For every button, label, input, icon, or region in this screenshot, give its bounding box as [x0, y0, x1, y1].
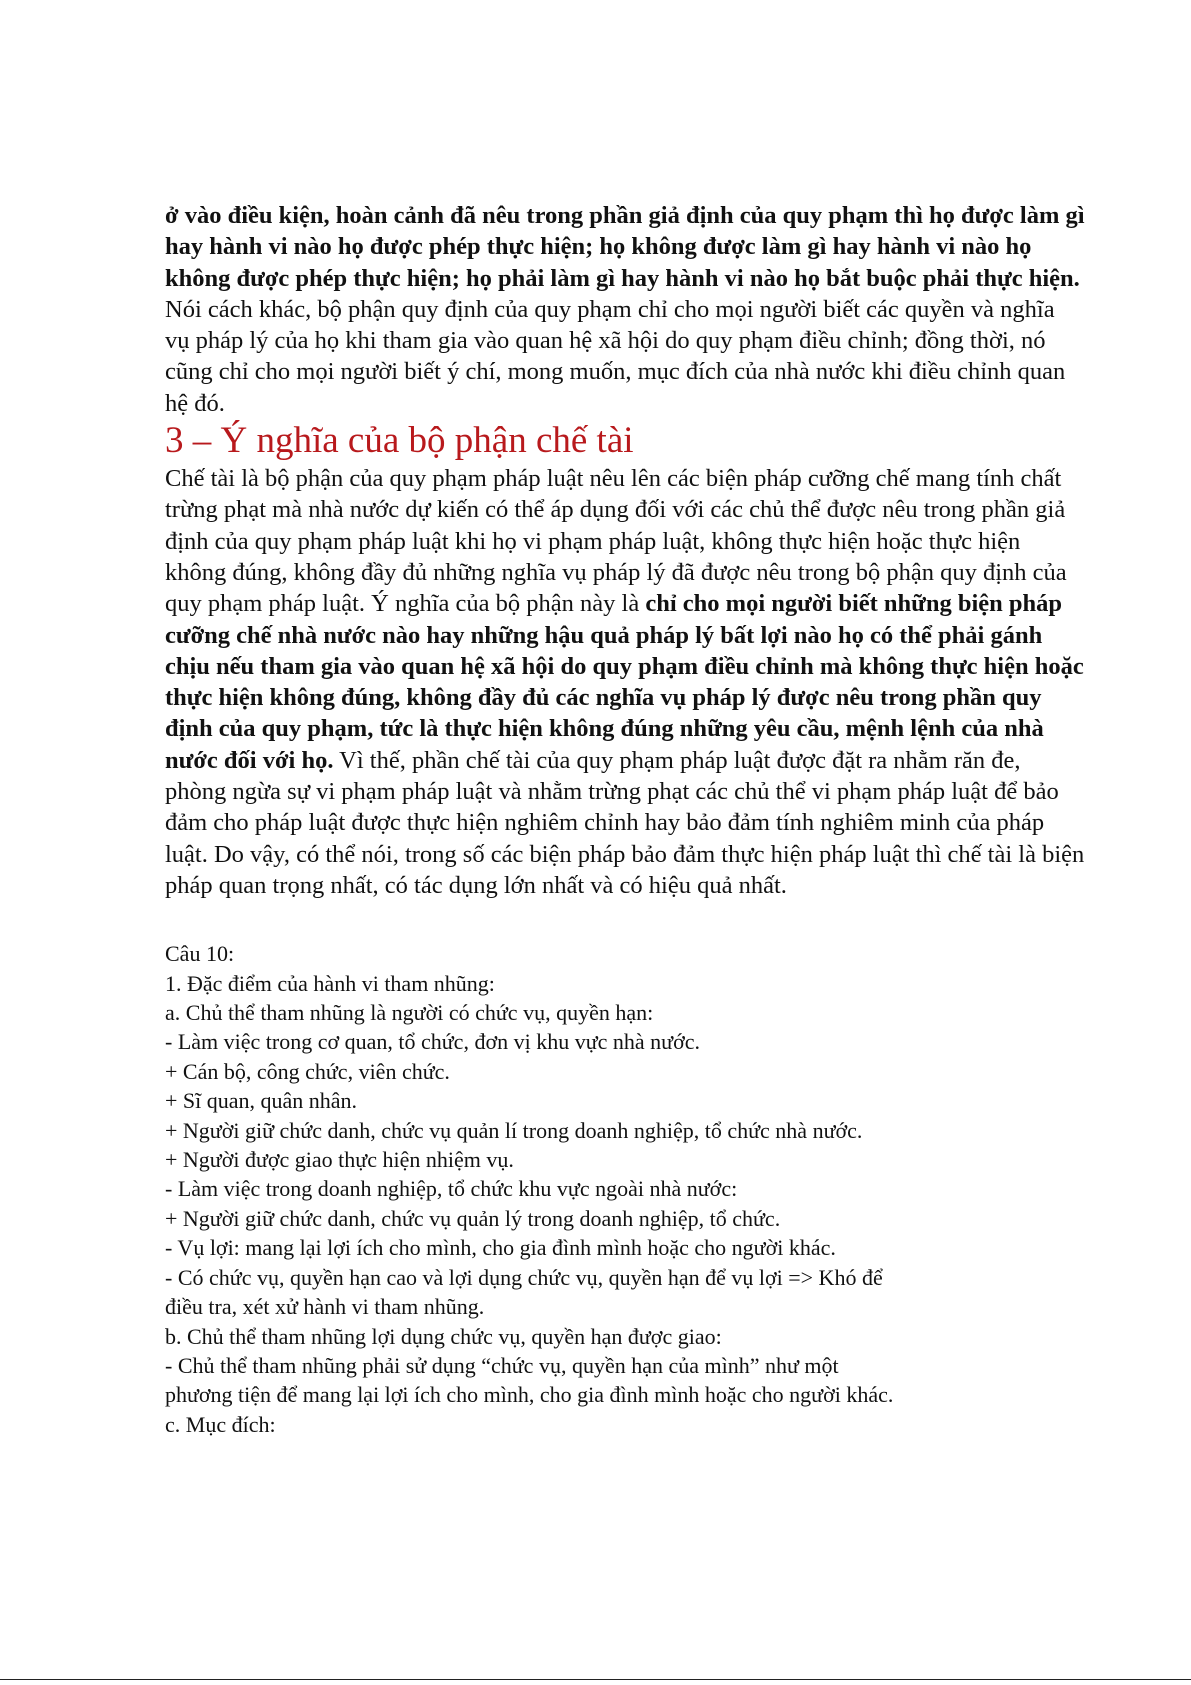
section-heading: 3 – Ý nghĩa của bộ phận chế tài — [165, 420, 634, 462]
page-bottom-divider — [0, 1679, 1191, 1680]
list-line: c. Mục đích: — [165, 1411, 276, 1437]
list-line: - Làm việc trong doanh nghiệp, tổ chức khu vực ngoài nhà nước: — [165, 1176, 738, 1202]
list-line: - Có chức vụ, quyền hạn cao và lợi dụng chức vụ, quyền hạn để vụ lợi => Khó để — [165, 1264, 883, 1290]
list-line: + Sĩ quan, quân nhân. — [165, 1088, 358, 1114]
list-line: + Người giữ chức danh, chức vụ quản lí trong doanh nghiệp, tổ chức nhà nước. — [165, 1117, 863, 1143]
che-tai-text-start: Chế tài là bộ phận của quy phạm pháp luật nêu lên các biện pháp cưỡng chế mang tính chất trừng phạt mà nhà nước dự kiến có thể áp dụng đối với các chủ thể được nêu trong phần giả định của quy phạm pháp luật khi họ vi phạm pháp luật, không thực hiện hoặc thực hiện không đúng, không đầy đủ những nghĩa vụ pháp lý đã được nêu trong bộ phận quy định của quy phạm pháp luật. Ý nghĩa của bộ phận này là — [165, 465, 1067, 618]
list-line: điều tra, xét xử hành vi tham nhũng. — [165, 1294, 485, 1320]
question-title: Câu 10: — [165, 941, 235, 967]
list-line: - Vụ lợi: mang lại lợi ích cho mình, cho gia đình mình hoặc cho người khác. — [165, 1235, 836, 1261]
list-line: - Chủ thể tham nhũng phải sử dụng “chức vụ, quyền hạn của mình” như một — [165, 1352, 839, 1378]
document-page — [165, 200, 1085, 1439]
che-tai-text-end: Vì thế, phần chế tài của quy phạm pháp luật được đặt ra nhằm răn đe, phòng ngừa sự vi phạm pháp luật và nhằm trừng phạt các chủ thể vi phạm pháp luật để bảo đảm cho pháp luật được thực hiện nghiêm chỉnh hay bảo đảm tính nghiêm minh của pháp luật. Do vậy, có thể nói, trong số các biện pháp bảo đảm thực hiện pháp luật thì chế tài là biện pháp quan trọng nhất, có tác dụng lớn nhất và có hiệu quả nhất. — [165, 746, 1085, 899]
list-line: b. Chủ thể tham nhũng lợi dụng chức vụ, quyền hạn được giao: — [165, 1323, 722, 1349]
list-line: a. Chủ thể tham nhũng là người có chức vụ, quyền hạn: — [165, 1000, 654, 1026]
paragraph-che-tai — [165, 463, 1085, 901]
list-line: + Cán bộ, công chức, viên chức. — [165, 1058, 450, 1084]
list-line: 1. Đặc điểm của hành vi tham nhũng: — [165, 970, 495, 996]
paragraph-quy-dinh — [165, 200, 1085, 419]
question-10-block — [165, 939, 1085, 1439]
che-tai-bold-text: chỉ cho mọi người biết những biện pháp cưỡng chế nhà nước nào hay những hậu quả pháp lý bất lợi nào họ có thể phải gánh chịu nếu tham gia vào quan hệ xã hội do quy phạm điều chỉnh mà không thực hiện hoặc thực hiện không đúng, không đầy đủ các nghĩa vụ pháp lý được nêu trong phần quy định của quy phạm, tức là thực hiện không đúng những yêu cầu, mệnh lệnh của nhà nước đối với họ. — [165, 590, 1084, 774]
list-line: phương tiện để mang lại lợi ích cho mình, cho gia đình mình hoặc cho người khác. — [165, 1382, 894, 1408]
list-line: + Người giữ chức danh, chức vụ quản lý trong doanh nghiệp, tổ chức. — [165, 1205, 781, 1231]
paragraph-rest-text: Nói cách khác, bộ phận quy định của quy phạm chỉ cho mọi người biết các quyền và nghĩa vụ pháp lý của họ khi tham gia vào quan hệ xã hội do quy phạm điều chỉnh; đồng thời, nó cũng chỉ cho mọi người biết ý chí, mong muốn, mục đích của nhà nước khi điều chỉnh quan hệ đó. — [165, 295, 1066, 417]
list-line: - Làm việc trong cơ quan, tổ chức, đơn vị khu vực nhà nước. — [165, 1029, 700, 1055]
list-line: + Người được giao thực hiện nhiệm vụ. — [165, 1147, 514, 1173]
bold-lead-text: ở vào điều kiện, hoàn cảnh đã nêu trong phần giả định của quy phạm thì họ được làm gì hay hành vi nào họ được phép thực hiện; họ không được làm gì hay hành vi nào họ không được phép thực hiện; họ phải làm gì hay hành vi nào họ bắt buộc phải thực hiện. — [165, 202, 1085, 292]
